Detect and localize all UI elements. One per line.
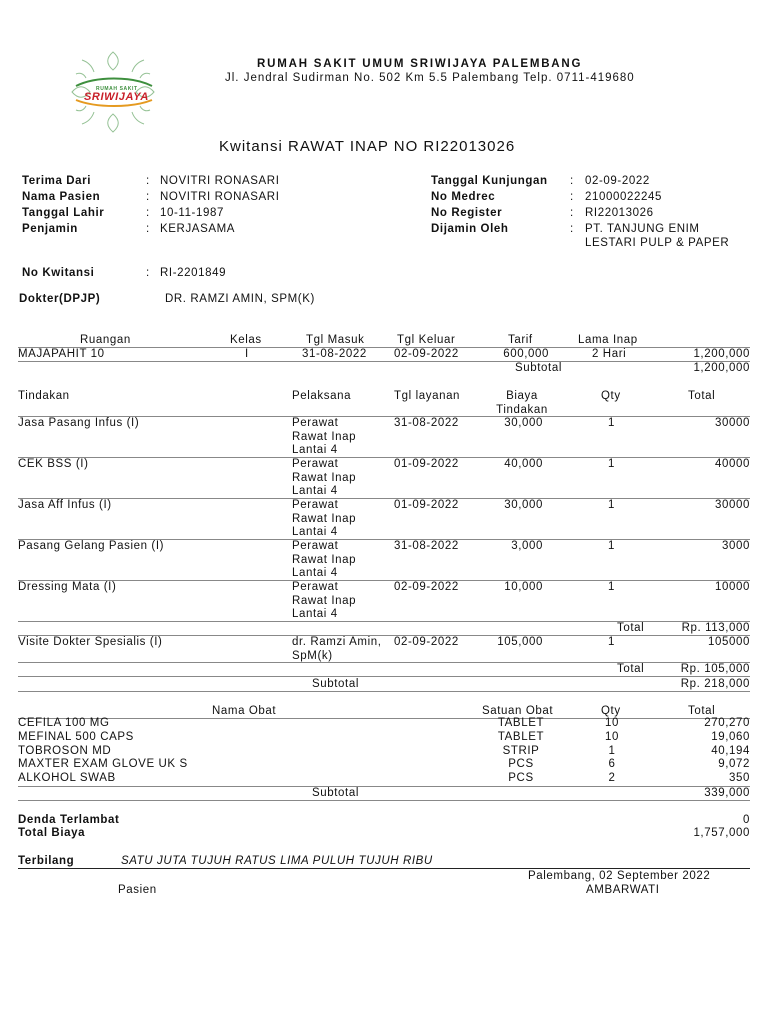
info-sep: : bbox=[570, 191, 574, 203]
logo-top-text: RUMAH SAKIT bbox=[96, 86, 138, 92]
action-tgl: 01-09-2022 bbox=[394, 458, 459, 470]
info-value: 10-11-1987 bbox=[160, 207, 224, 219]
info-value: 21000022245 bbox=[585, 191, 662, 203]
drug-header-qty: Qty bbox=[601, 705, 621, 717]
drug-qty: 2 bbox=[608, 772, 616, 784]
room-total: 1,200,000 bbox=[693, 348, 750, 360]
room-header-tarif: Tarif bbox=[508, 334, 533, 346]
action-pelaksana: Perawat Rawat Inap Lantai 4 bbox=[292, 417, 357, 456]
info-sep: : bbox=[146, 175, 150, 187]
hospital-name: RUMAH SAKIT UMUM SRIWIJAYA PALEMBANG bbox=[257, 58, 583, 70]
drugs-subtotal-label: Subtotal bbox=[312, 787, 359, 799]
action-total: 30000 bbox=[715, 499, 750, 511]
action-tgl: 01-09-2022 bbox=[394, 499, 459, 511]
drug-satuan: PCS bbox=[508, 758, 534, 770]
logo-main-text: SRIWIJAYA bbox=[84, 91, 149, 103]
drug-qty: 6 bbox=[608, 758, 616, 770]
drug-nama: CEFILA 100 MG bbox=[18, 717, 110, 729]
patient-signature-label: Pasien bbox=[118, 884, 157, 896]
action-tgl: 02-09-2022 bbox=[394, 581, 459, 593]
info-label: No Kwitansi bbox=[22, 267, 95, 279]
info-value: KERJASAMA bbox=[160, 223, 236, 235]
action-header-biaya: Biaya Tindakan bbox=[496, 390, 548, 416]
info-label: No Medrec bbox=[431, 191, 496, 203]
drug-qty: 10 bbox=[605, 717, 619, 729]
info-value: RI-2201849 bbox=[160, 267, 227, 279]
drug-nama: ALKOHOL SWAB bbox=[18, 772, 116, 784]
action-tgl: 31-08-2022 bbox=[394, 417, 459, 429]
action-header-total: Total bbox=[688, 390, 716, 402]
drug-total: 19,060 bbox=[711, 731, 750, 743]
info-label: Tanggal Lahir bbox=[22, 207, 105, 219]
action-biaya: 10,000 bbox=[504, 581, 543, 593]
drug-nama: MEFINAL 500 CAPS bbox=[18, 731, 134, 743]
terbilang-label: Terbilang bbox=[18, 855, 75, 867]
officer-name: AMBARWATI bbox=[586, 884, 660, 896]
total-biaya-value: 1,757,000 bbox=[693, 827, 750, 839]
room-header-keluar: Tgl Keluar bbox=[397, 334, 456, 346]
info-label: Dijamin Oleh bbox=[431, 223, 509, 235]
visite-pelaksana: dr. Ramzi Amin, SpM(k) bbox=[292, 636, 382, 662]
room-ruangan: MAJAPAHIT 10 bbox=[18, 348, 105, 360]
action-biaya: 40,000 bbox=[504, 458, 543, 470]
action-biaya: 3,000 bbox=[511, 540, 543, 552]
drug-nama: TOBROSON MD bbox=[18, 745, 112, 757]
actions-group-total-label: Total bbox=[617, 622, 645, 634]
visite-total: 105000 bbox=[708, 636, 750, 648]
room-header-masuk: Tgl Masuk bbox=[306, 334, 365, 346]
action-total: 40000 bbox=[715, 458, 750, 470]
drug-satuan: TABLET bbox=[497, 731, 545, 743]
action-name: Pasang Gelang Pasien (I) bbox=[18, 540, 165, 552]
denda-label: Denda Terlambat bbox=[18, 814, 120, 826]
action-name: Jasa Aff Infus (I) bbox=[18, 499, 112, 511]
action-total: 30000 bbox=[715, 417, 750, 429]
info-value: PT. TANJUNG ENIM LESTARI PULP & PAPER bbox=[585, 223, 730, 249]
info-label: Nama Pasien bbox=[22, 191, 101, 203]
total-biaya-label: Total Biaya bbox=[18, 827, 86, 839]
action-total: 10000 bbox=[715, 581, 750, 593]
hospital-logo bbox=[66, 48, 160, 136]
info-sep: : bbox=[146, 207, 150, 219]
room-masuk: 31-08-2022 bbox=[302, 348, 367, 360]
action-qty: 1 bbox=[608, 417, 615, 429]
drug-total: 270,270 bbox=[704, 717, 750, 729]
room-lama: 2 Hari bbox=[592, 348, 627, 360]
action-name: CEK BSS (I) bbox=[18, 458, 89, 470]
denda-value: 0 bbox=[743, 814, 750, 826]
actions-group-total-value: Rp. 113,000 bbox=[681, 622, 750, 634]
action-qty: 1 bbox=[608, 540, 615, 552]
actions-subtotal-label: Subtotal bbox=[312, 678, 359, 690]
action-qty: 1 bbox=[608, 581, 615, 593]
drug-total: 350 bbox=[729, 772, 750, 784]
drug-header-total: Total bbox=[688, 705, 716, 717]
drugs-subtotal-value: 339,000 bbox=[704, 787, 750, 799]
action-header-pelaksana: Pelaksana bbox=[292, 390, 352, 402]
action-biaya: 30,000 bbox=[504, 417, 543, 429]
visite-biaya: 105,000 bbox=[497, 636, 543, 648]
visite-tgl: 02-09-2022 bbox=[394, 636, 459, 648]
action-header-qty: Qty bbox=[601, 390, 621, 402]
visite-name: Visite Dokter Spesialis (I) bbox=[18, 636, 163, 648]
place-date: Palembang, 02 September 2022 bbox=[528, 870, 711, 882]
actions-subtotal-value: Rp. 218,000 bbox=[680, 678, 750, 690]
info-sep: : bbox=[570, 207, 574, 219]
info-sep: : bbox=[146, 223, 150, 235]
action-pelaksana: Perawat Rawat Inap Lantai 4 bbox=[292, 540, 357, 579]
info-sep: : bbox=[570, 175, 574, 187]
action-name: Dressing Mata (I) bbox=[18, 581, 117, 593]
room-tarif: 600,000 bbox=[503, 348, 549, 360]
action-biaya: 30,000 bbox=[504, 499, 543, 511]
info-value: NOVITRI RONASARI bbox=[160, 175, 280, 187]
drug-header-satuan: Satuan Obat bbox=[482, 705, 554, 717]
drug-qty: 1 bbox=[608, 745, 616, 757]
drug-satuan: TABLET bbox=[497, 717, 545, 729]
drug-satuan: PCS bbox=[508, 772, 534, 784]
room-subtotal-label: Subtotal bbox=[515, 362, 562, 374]
action-name: Jasa Pasang Infus (I) bbox=[18, 417, 140, 429]
room-header-lama: Lama Inap bbox=[578, 334, 638, 346]
info-value: NOVITRI RONASARI bbox=[160, 191, 280, 203]
receipt-title: Kwitansi RAWAT INAP NO RI22013026 bbox=[219, 138, 516, 155]
room-subtotal-value: 1,200,000 bbox=[693, 362, 750, 374]
visite-qty: 1 bbox=[608, 636, 615, 648]
action-total: 3000 bbox=[722, 540, 750, 552]
drug-nama: MAXTER EXAM GLOVE UK S bbox=[18, 758, 188, 770]
drug-total: 40,194 bbox=[711, 745, 750, 757]
drug-satuan: STRIP bbox=[502, 745, 540, 757]
action-header-tindakan: Tindakan bbox=[18, 390, 70, 402]
info-label: Tanggal Kunjungan bbox=[431, 175, 548, 187]
doctor-name: DR. RAMZI AMIN, SPM(K) bbox=[165, 293, 315, 305]
terbilang-value: SATU JUTA TUJUH RATUS LIMA PULUH TUJUH RIBU bbox=[121, 855, 433, 867]
info-sep: : bbox=[146, 191, 150, 203]
action-qty: 1 bbox=[608, 499, 615, 511]
info-value: RI22013026 bbox=[585, 207, 654, 219]
info-label: Penjamin bbox=[22, 223, 78, 235]
doctor-label: Dokter(DPJP) bbox=[19, 293, 101, 305]
drug-qty: 10 bbox=[605, 731, 619, 743]
visite-total-label: Total bbox=[617, 663, 645, 675]
room-kelas: I bbox=[245, 348, 249, 360]
hospital-address: Jl. Jendral Sudirman No. 502 Km 5.5 Palembang Telp. 0711-419680 bbox=[225, 72, 635, 84]
action-pelaksana: Perawat Rawat Inap Lantai 4 bbox=[292, 458, 357, 497]
info-label: No Register bbox=[431, 207, 503, 219]
drug-total: 9,072 bbox=[718, 758, 750, 770]
info-sep: : bbox=[146, 267, 150, 279]
room-header-ruangan: Ruangan bbox=[80, 334, 131, 346]
drug-header-nama: Nama Obat bbox=[212, 705, 277, 717]
action-pelaksana: Perawat Rawat Inap Lantai 4 bbox=[292, 581, 357, 620]
action-qty: 1 bbox=[608, 458, 615, 470]
action-pelaksana: Perawat Rawat Inap Lantai 4 bbox=[292, 499, 357, 538]
action-tgl: 31-08-2022 bbox=[394, 540, 459, 552]
info-sep: : bbox=[570, 223, 574, 235]
action-header-tgl: Tgl layanan bbox=[394, 390, 461, 402]
room-header-kelas: Kelas bbox=[230, 334, 262, 346]
visite-total-value: Rp. 105,000 bbox=[680, 663, 750, 675]
info-value: 02-09-2022 bbox=[585, 175, 650, 187]
info-label: Terima Dari bbox=[22, 175, 92, 187]
room-keluar: 02-09-2022 bbox=[394, 348, 459, 360]
